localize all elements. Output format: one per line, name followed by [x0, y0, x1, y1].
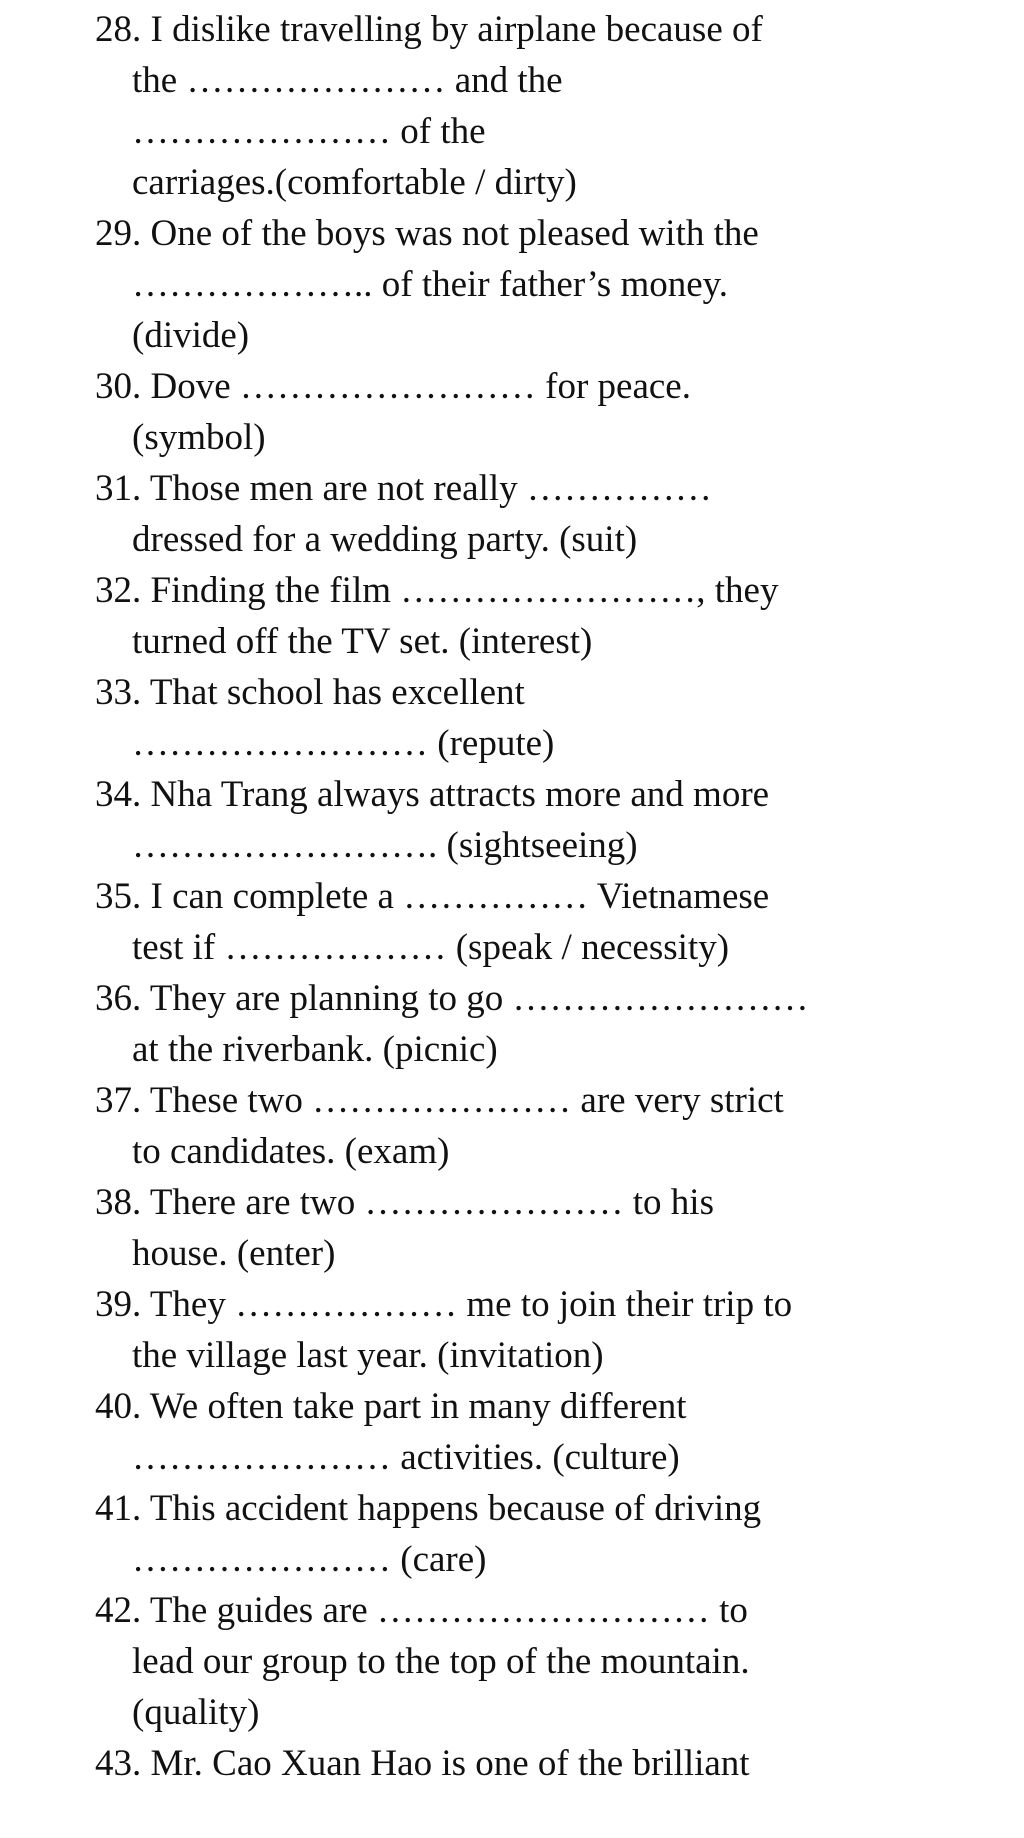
question-28-line-4: carriages.(comfortable / dirty) — [132, 162, 577, 203]
question-42-line-1: 42. The guides are ……………………… to — [95, 1590, 748, 1631]
question-32-line-2: turned off the TV set. (interest) — [132, 621, 593, 662]
question-35-line-2: test if ……………… (speak / necessity) — [132, 927, 730, 968]
question-29-line-2: ……………….. of their father’s money. — [132, 264, 728, 305]
question-30-line-1: 30. Dove …………………… for peace. — [95, 366, 691, 407]
question-35-line-1: 35. I can complete a …………… Vietnamese — [95, 876, 770, 917]
question-33-line-1: 33. That school has excellent — [95, 672, 525, 713]
question-31-line-2: dressed for a wedding party. (suit) — [132, 519, 638, 560]
question-33-line-2: …………………… (repute) — [132, 723, 555, 764]
question-31-line-1: 31. Those men are not really …………… — [95, 468, 712, 509]
question-28-line-3: ………………… of the — [132, 111, 486, 152]
question-34-line-1: 34. Nha Trang always attracts more and more — [95, 774, 770, 815]
question-28-line-2: the ………………… and the — [132, 60, 563, 101]
question-40-line-2: ………………… activities. (culture) — [132, 1437, 680, 1478]
question-41-line-2: ………………… (care) — [132, 1539, 487, 1580]
question-28-line-1: 28. I dislike travelling by airplane because of — [95, 9, 763, 50]
question-42-line-3: (quality) — [132, 1692, 260, 1733]
question-29-line-1: 29. One of the boys was not pleased with the — [95, 213, 759, 254]
question-39-line-2: the village last year. (invitation) — [132, 1335, 604, 1376]
question-36-line-2: at the riverbank. (picnic) — [132, 1029, 498, 1070]
question-42-line-2: lead our group to the top of the mountain. — [132, 1641, 750, 1682]
question-32-line-1: 32. Finding the film ……………………, they — [95, 570, 779, 611]
question-38-line-1: 38. There are two ………………… to his — [95, 1182, 714, 1223]
question-34-line-2: ……………………. (sightseeing) — [132, 825, 638, 866]
question-41-line-1: 41. This accident happens because of driving — [95, 1488, 762, 1529]
question-38-line-2: house. (enter) — [132, 1233, 336, 1274]
question-29-line-3: (divide) — [132, 315, 250, 356]
question-40-line-1: 40. We often take part in many different — [95, 1386, 687, 1427]
question-39-line-1: 39. They ……………… me to join their trip to — [95, 1284, 793, 1325]
question-36-line-1: 36. They are planning to go …………………… — [95, 978, 809, 1019]
question-43-line-1: 43. Mr. Cao Xuan Hao is one of the brilliant — [95, 1743, 750, 1784]
question-30-line-2: (symbol) — [132, 417, 266, 458]
question-37-line-1: 37. These two ………………… are very strict — [95, 1080, 784, 1121]
question-37-line-2: to candidates. (exam) — [132, 1131, 450, 1172]
